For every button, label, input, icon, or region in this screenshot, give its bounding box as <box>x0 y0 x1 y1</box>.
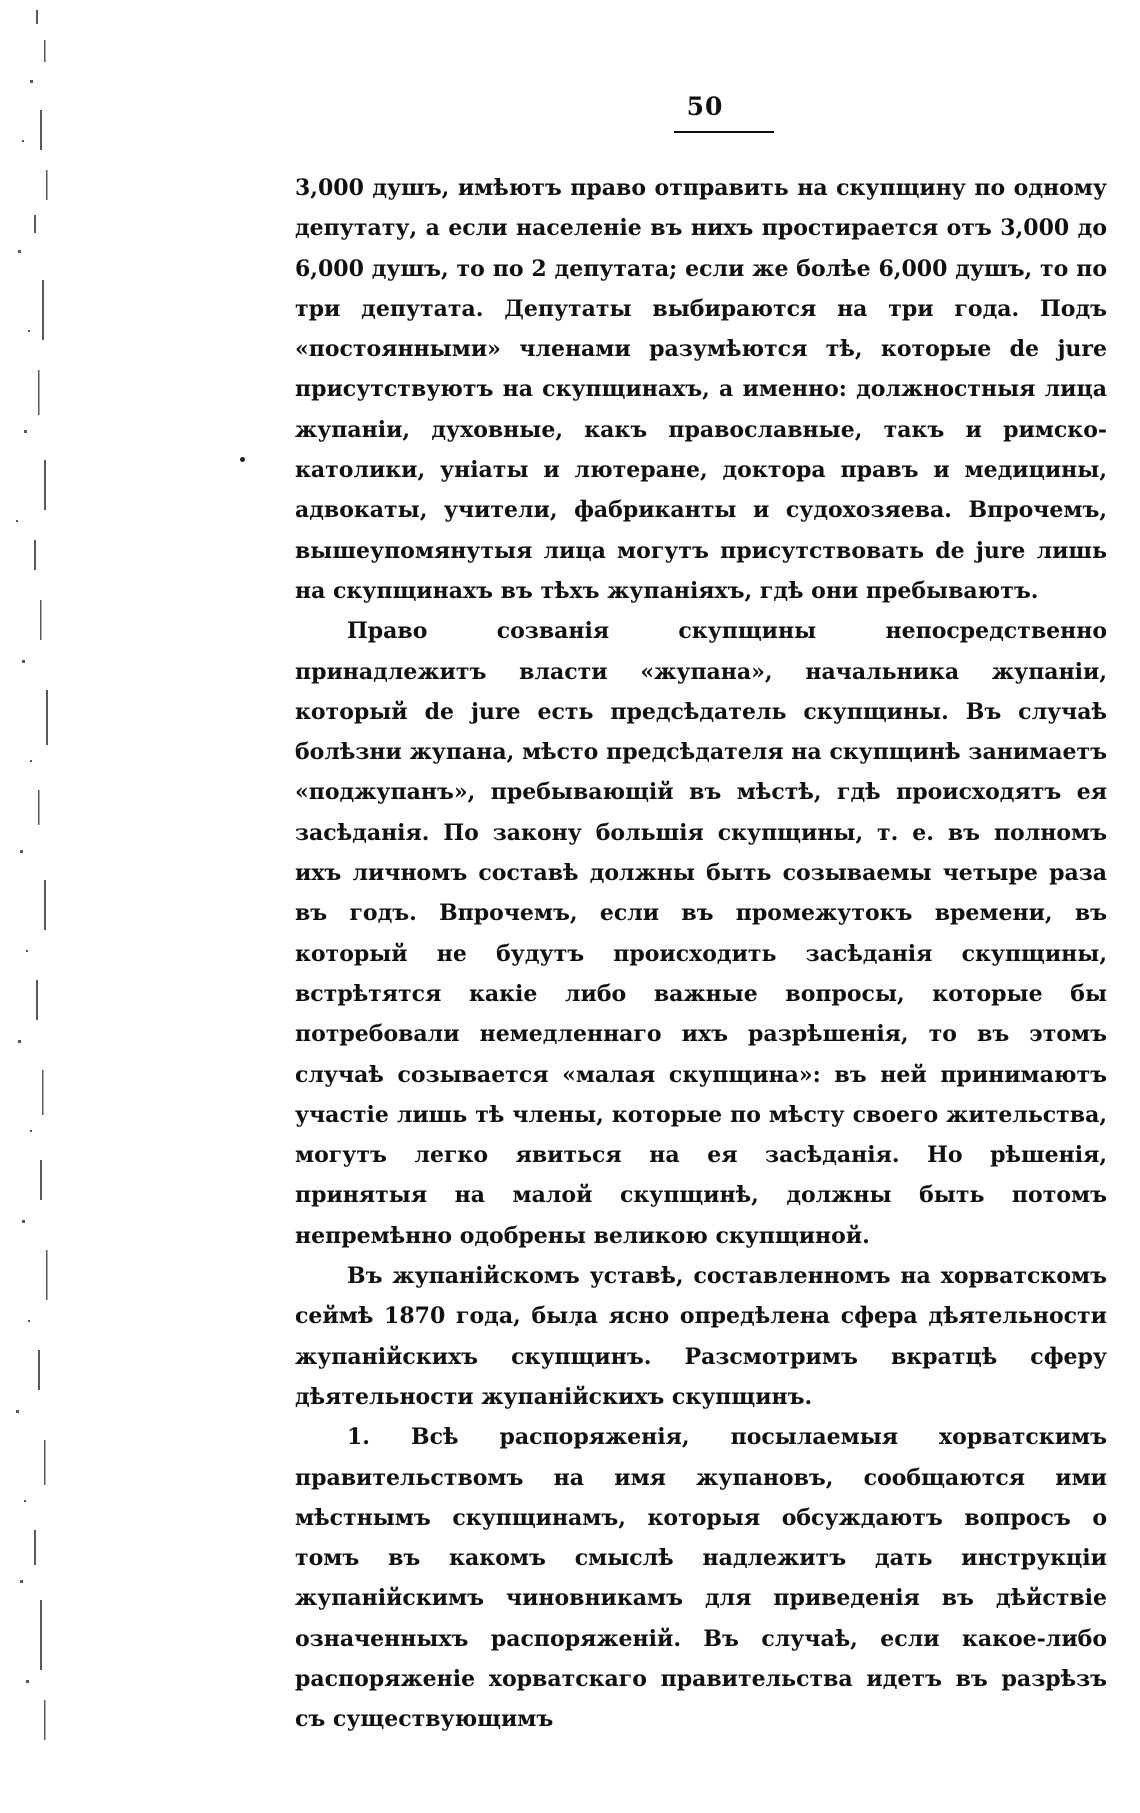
paragraph: 3,000 душъ, имѣютъ право отправить на скупщину по одному депутату, а если населеніе въ нихъ простирается отъ 3,000 до 6,000 душъ, то по 2 депутата; если же болѣе 6,000 душъ, то по три депутата. Депутаты выбираются на три года. Подъ «постоянными» членами разумѣются тѣ, которые de jure присутствуютъ на скупщинахъ, а именно: должностныя лица жупаніи, духовные, какъ православные, такъ и римско-католики, уніаты и лютеране, доктора правъ и медицины, адвокаты, учители, фабриканты и судохозяева. Впрочемъ, вышеупомянутыя лица могутъ присутствовать de jure лишь на скупщинахъ въ тѣхъ жупаніяхъ, гдѣ они пребываютъ. <box>295 175 1107 604</box>
body-text <box>295 168 1107 1740</box>
paragraph: Въ жупанійскомъ уставѣ, составленномъ на хорватскомъ сеймѣ 1870 года, была ясно опредѣлена сфера дѣятельности жупанійскихъ скупщинъ. Разсмотримъ вкратцѣ сферу дѣятельности жупанійскихъ скупщинъ. <box>295 1263 1107 1410</box>
page-number-rule <box>674 131 774 133</box>
paragraph: Право созванія скупщины непосредственно принадлежитъ власти «жупана», начальника жупаніи, который de jure есть предсѣдатель скупщины. Въ случаѣ болѣзни жупана, мѣсто предсѣдателя на скупщинѣ занимаетъ «поджупанъ», пребывающій въ мѣстѣ, гдѣ происходятъ ея засѣданія. По закону большія скупщины, т. е. въ полномъ ихъ личномъ составѣ должны быть созываемы четыре раза въ годъ. Впрочемъ, если въ промежутокъ времени, въ который не будутъ происходить засѣданія скупщины, встрѣтятся какіе либо важные вопросы, которые бы потребовали немедленнаго ихъ разрѣшенія, то въ этомъ случаѣ созывается «малая скупщина»: въ ней принимаютъ участіе лишь тѣ члены, которые по мѣсту своего жительства, могутъ легко явиться на ея засѣданія. Но рѣшенія, принятыя на малой скупщинѣ, должны быть потомъ непремѣнно одобрены великою скупщиной. <box>295 618 1107 1249</box>
scan-speck <box>240 457 245 462</box>
page-number: 50 <box>686 92 724 121</box>
paragraph: 1. Всѣ распоряженія, посылаемыя хорватскимъ правительствомъ на имя жупановъ, сообщаются ими мѣстнымъ скупщинамъ, которыя обсуждаютъ вопросъ о томъ въ какомъ смыслѣ надлежитъ дать инструкціи жупанійскимъ чиновникамъ для приведенія въ дѣйствіе означенныхъ распоряженій. Въ случаѣ, если какое-либо распоряженіе хорватскаго правительства идетъ въ разрѣзъ съ существующимъ <box>295 1424 1107 1733</box>
scan-binding-edge <box>0 0 60 1813</box>
